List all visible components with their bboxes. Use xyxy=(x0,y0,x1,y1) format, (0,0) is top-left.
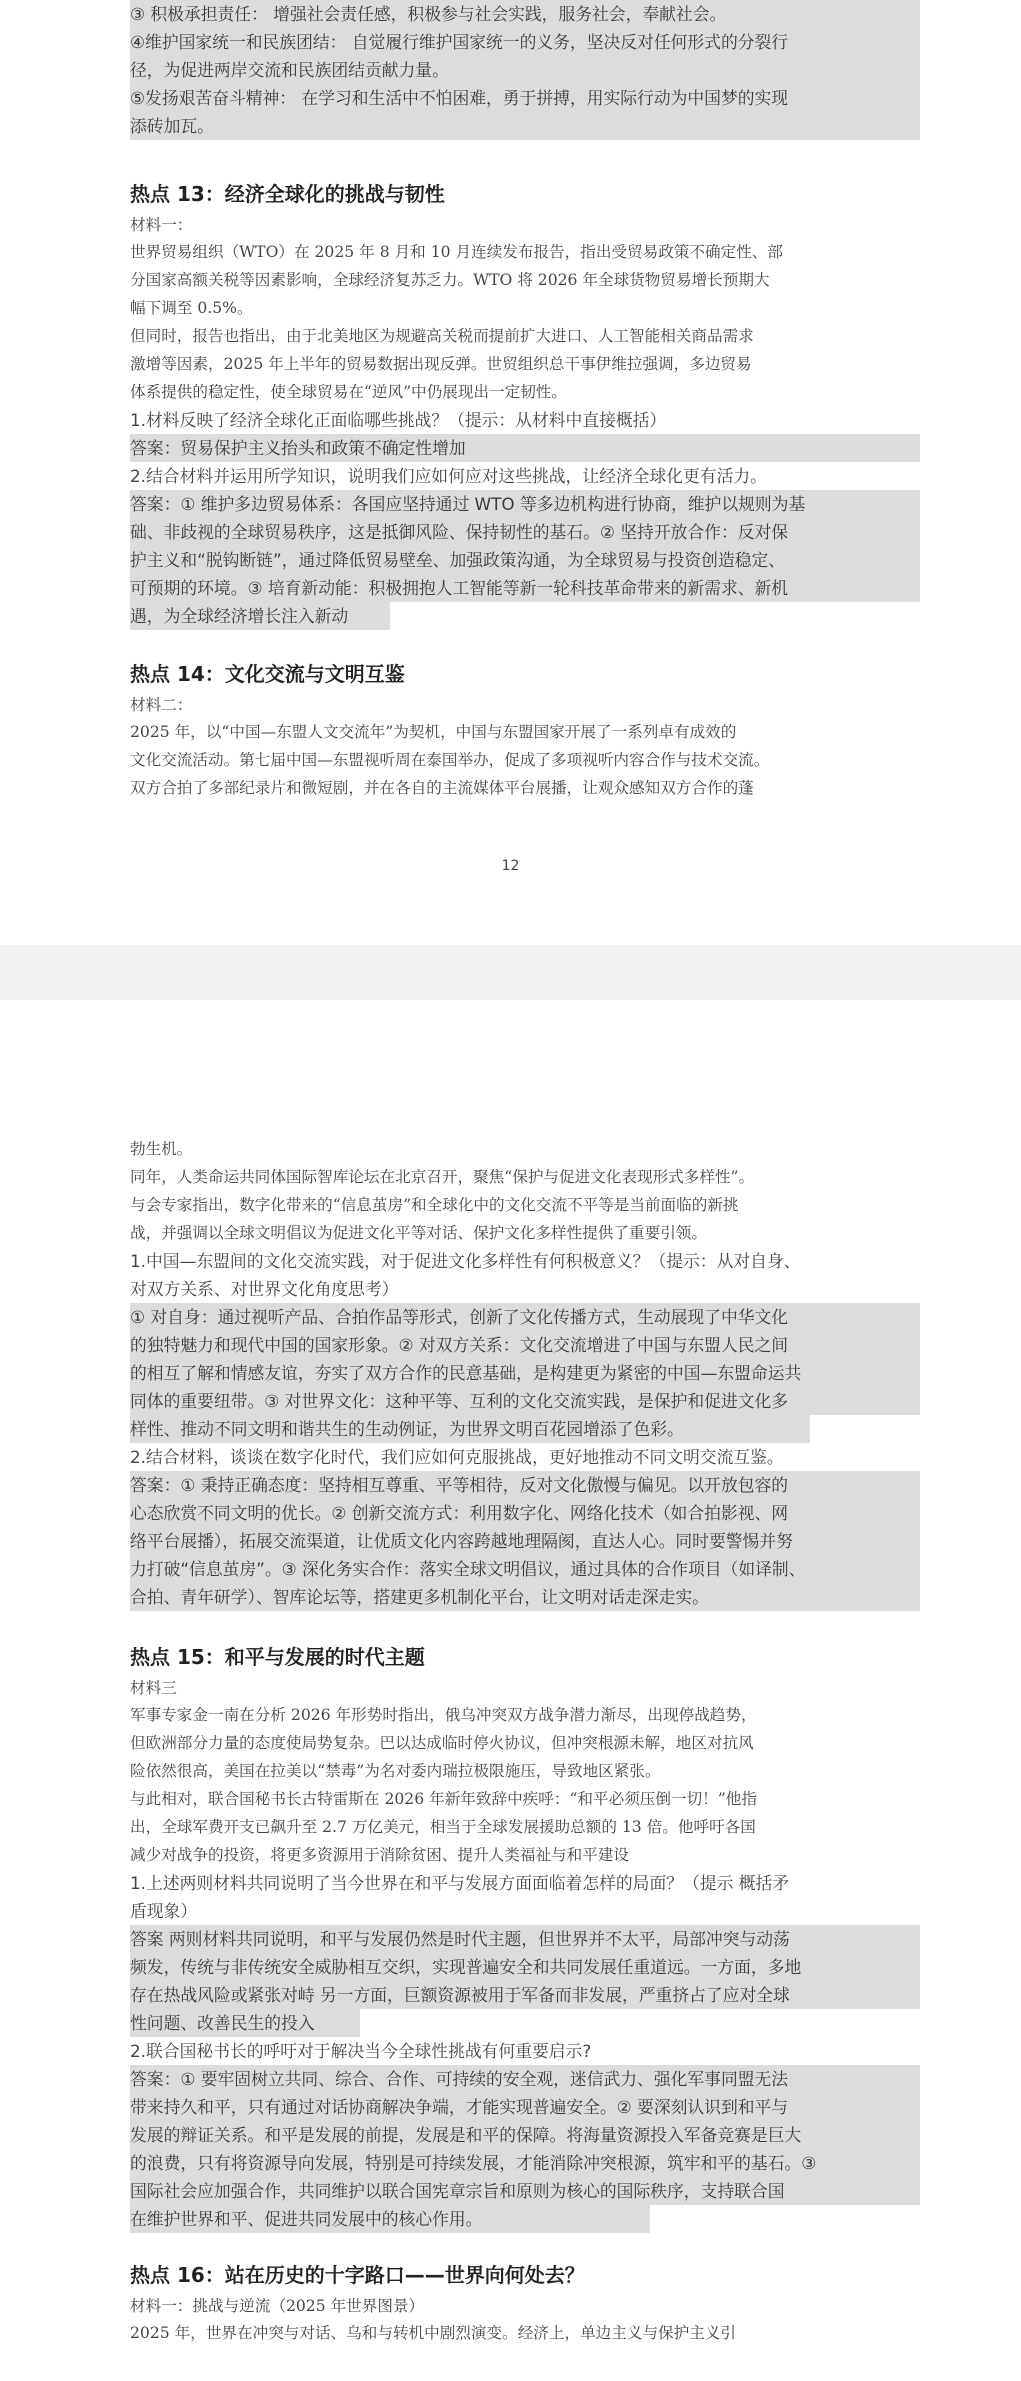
section-heading-hot14: 热点 14：文化交流与文明互鉴 xyxy=(130,662,405,686)
answer-line: 力打破“信息茧房”。③ 深化务实合作：落实全球文明倡议，通过具体的合作项目（如译制、 xyxy=(130,1555,920,1583)
document-page-13 xyxy=(0,1000,1021,2381)
answer-line: 国际社会应加强合作，共同维护以联合国宪章宗旨和原则为核心的国际秩序，支持联合国 xyxy=(130,2177,920,2205)
answer-line: 同体的重要纽带。③ 对世界文化：这种平等、互利的文化交流实践，是保护和促进文化多 xyxy=(130,1387,920,1415)
material-line: 军事专家金一南在分析 2026 年形势时指出，俄乌冲突双方战争潜力渐尽，出现停战趋势， xyxy=(130,1706,757,1724)
question-1 xyxy=(130,1869,920,1925)
answer-line: 样性、推动不同文明和谐共生的生动例证，为世界文明百花园增添了色彩。 xyxy=(130,1415,810,1443)
answer-line: 遇，为全球经济增长注入新动 xyxy=(130,602,390,630)
material-line: 分国家高额关税等因素影响，全球经济复苏乏力。WTO 将 2026 年全球货物贸易增长预期大 xyxy=(130,271,770,289)
answer-line: 径，为促进两岸交流和民族团结贡献力量。 xyxy=(130,56,920,84)
material-label: 材料二： xyxy=(130,696,193,714)
question-1: 1.材料反映了经济全球化正面临哪些挑战？（提示：从材料中直接概括） xyxy=(130,410,667,430)
answer-line: ③ 积极承担责任： 增强社会责任感，积极参与社会实践，服务社会，奉献社会。 xyxy=(130,0,920,28)
material-line: 与此相对，联合国秘书长古特雷斯在 2026 年新年致辞中疾呼：“和平必须压倒一切！”他指 xyxy=(130,1790,757,1808)
material-text xyxy=(130,718,920,802)
answer-line: 础、非歧视的全球贸易秩序，这是抵御风险、保持韧性的基石。② 坚持开放合作：反对保 xyxy=(130,518,920,546)
material-line: 出，全球军费开支已飙升至 2.7 万亿美元，相当于全球发展援助总额的 13 倍。他呼吁各国 xyxy=(130,1818,756,1836)
answer-line: 可预期的环境。③ 培育新动能：积极拥抱人工智能等新一轮科技革命带来的新需求、新机 xyxy=(130,574,920,602)
continued-answer-block xyxy=(130,0,920,140)
answer-line: 带来持久和平，只有通过对话协商解决争端，才能实现普遍安全。② 要深刻认识到和平与 xyxy=(130,2093,920,2121)
answer-line: 的相互了解和情感友谊，夯实了双方合作的民意基础，是构建更为紧密的中国—东盟命运共 xyxy=(130,1359,920,1387)
material-continuation xyxy=(130,1135,920,1247)
answer-1 xyxy=(130,1303,920,1443)
question-line: 对双方关系、对世界文化角度思考） xyxy=(130,1279,399,1299)
answer-line: ④维护国家统一和民族团结： 自觉履行维护国家统一的义务，坚决反对任何形式的分裂行 xyxy=(130,28,920,56)
answer-line: 的浪费，只有将资源导向发展，特别是可持续发展，才能消除冲突根源，筑牢和平的基石。③ xyxy=(130,2149,920,2177)
question-2: 2.结合材料并运用所学知识，说明我们应如何应对这些挑战，让经济全球化更有活力。 xyxy=(130,466,767,486)
document-page-12 xyxy=(0,0,1021,945)
material-line: 幅下调至 0.5%。 xyxy=(130,299,253,317)
answer-line: ⑤发扬艰苦奋斗精神： 在学习和生活中不怕困难，勇于拼搏，用实际行动为中国梦的实现 xyxy=(130,84,920,112)
material-line: 文化交流活动。第七届中国—东盟视听周在泰国举办，促成了多项视听内容合作与技术交流。 xyxy=(130,751,770,769)
answer-line: 络平台展播），拓展交流渠道，让优质文化内容跨越地理隔阂，直达人心。同时要警惕并努 xyxy=(130,1527,920,1555)
answer-line: 答案：① 秉持正确态度：坚持相互尊重、平等相待，反对文化傲慢与偏见。以开放包容的 xyxy=(130,1471,920,1499)
page-content xyxy=(130,0,920,802)
page-content xyxy=(130,1135,920,2347)
material-line: 险依然很高，美国在拉美以“禁毒”为名对委内瑞拉极限施压，导致地区紧张。 xyxy=(130,1762,661,1780)
material-line: 勃生机。 xyxy=(130,1140,193,1158)
answer-line: 性问题、改善民生的投入 xyxy=(130,2009,360,2037)
answer-line: ① 对自身：通过视听产品、合拍作品等形式，创新了文化传播方式，生动展现了中华文化 xyxy=(130,1303,920,1331)
answer-2 xyxy=(130,1471,920,1611)
material-line: 但同时，报告也指出，由于北美地区为规避高关税而提前扩大进口、人工智能相关商品需求 xyxy=(130,327,754,345)
page-number: 12 xyxy=(501,858,520,874)
section-heading-hot13: 热点 13：经济全球化的挑战与韧性 xyxy=(130,182,445,206)
question-2: 2.结合材料，谈谈在数字化时代，我们应如何克服挑战，更好地推动不同文明交流互鉴。 xyxy=(130,1447,784,1467)
answer-line: 在维护世界和平、促进共同发展中的核心作用。 xyxy=(130,2205,650,2233)
question-line: 盾现象） xyxy=(130,1901,198,1921)
answer-2 xyxy=(130,490,920,630)
answer-1 xyxy=(130,1925,920,2037)
answer-line: 添砖加瓦。 xyxy=(130,112,920,140)
question-line: 1.上述两则材料共同说明了当今世界在和平与发展方面面临着怎样的局面？（提示 概括矛 xyxy=(130,1873,790,1893)
answer-line: 答案：① 维护多边贸易体系：各国应坚持通过 WTO 等多边机构进行协商，维护以规则为基 xyxy=(130,490,920,518)
section-heading-hot15: 热点 15：和平与发展的时代主题 xyxy=(130,1645,425,1669)
material-label: 材料一：挑战与逆流（2025 年世界图景） xyxy=(130,2297,425,2315)
material-label: 材料三 xyxy=(130,1679,177,1697)
material-line: 2025 年，以“中国—东盟人文交流年”为契机，中国与东盟国家开展了一系列卓有成效的 xyxy=(130,723,737,741)
question-1 xyxy=(130,1247,920,1303)
answer-line: 答案 两则材料共同说明，和平与发展仍然是时代主题，但世界并不太平，局部冲突与动荡 xyxy=(130,1925,920,1953)
answer-line: 频发，传统与非传统安全威胁相互交织，实现普遍安全和共同发展任重道远。一方面，多地 xyxy=(130,1953,920,1981)
material-line: 世界贸易组织（WTO）在 2025 年 8 月和 10 月连续发布报告，指出受贸易政策不确定性、部 xyxy=(130,243,783,261)
answer-line: 的独特魅力和现代中国的国家形象。② 对双方关系：文化交流增进了中国与东盟人民之间 xyxy=(130,1331,920,1359)
material-line: 减少对战争的投资，将更多资源用于消除贫困、提升人类福祉与和平建设 xyxy=(130,1846,630,1864)
answer-line: 存在热战风险或紧张对峙 另一方面，巨额资源被用于军备而非发展，严重挤占了应对全球 xyxy=(130,1981,920,2009)
material-line: 2025 年，世界在冲突与对话、乌和与转机中剧烈演变。经济上，单边主义与保护主义引 xyxy=(130,2324,737,2342)
material-line: 激增等因素，2025 年上半年的贸易数据出现反弹。世贸组织总干事伊维拉强调，多边贸易 xyxy=(130,355,752,373)
material-line: 但欧洲部分力量的态度使局势复杂。巴以达成临时停火协议，但冲突根源未解，地区对抗风 xyxy=(130,1734,754,1752)
material-line: 体系提供的稳定性，使全球贸易在“逆风”中仍展现出一定韧性。 xyxy=(130,383,567,401)
material-line: 双方合拍了多部纪录片和微短剧，并在各自的主流媒体平台展播，让观众感知双方合作的蓬 xyxy=(130,779,754,797)
material-line: 战，并强调以全球文明倡议为促进文化平等对话、保护文化多样性提供了重要引领。 xyxy=(130,1224,707,1242)
answer-1: 答案：贸易保护主义抬头和政策不确定性增加 xyxy=(130,434,920,462)
answer-line: 合拍、青年研学）、智库论坛等，搭建更多机制化平台，让文明对话走深走实。 xyxy=(130,1583,920,1611)
answer-line: 答案：① 要牢固树立共同、综合、合作、可持续的安全观，迷信武力、强化军事同盟无法 xyxy=(130,2065,920,2093)
section-heading-hot16: 热点 16：站在历史的十字路口——世界向何处去？ xyxy=(130,2263,585,2287)
question-2: 2.联合国秘书长的呼吁对于解决当今全球性挑战有何重要启示? xyxy=(130,2041,592,2061)
material-text xyxy=(130,238,920,406)
material-label: 材料一： xyxy=(130,216,193,234)
answer-line: 护主义和“脱钩断链”，通过降低贸易壁垒、加强政策沟通，为全球贸易与投资创造稳定、 xyxy=(130,546,920,574)
material-line: 同年，人类命运共同体国际智库论坛在北京召开，聚焦“保护与促进文化表现形式多样性”。 xyxy=(130,1168,755,1186)
answer-line: 发展的辩证关系。和平是发展的前提，发展是和平的保障。将海量资源投入军备竞赛是巨大 xyxy=(130,2121,920,2149)
material-line: 与会专家指出，数字化带来的“信息茧房”和全球化中的文化交流不平等是当前面临的新挑 xyxy=(130,1196,739,1214)
answer-2 xyxy=(130,2065,920,2233)
question-line: 1.中国—东盟间的文化交流实践，对于促进文化多样性有何积极意义？（提示：从对自身、 xyxy=(130,1251,801,1271)
answer-line: 心态欣赏不同文明的优长。② 创新交流方式：利用数字化、网络化技术（如合拍影视、网 xyxy=(130,1499,920,1527)
material-text xyxy=(130,1701,920,1869)
